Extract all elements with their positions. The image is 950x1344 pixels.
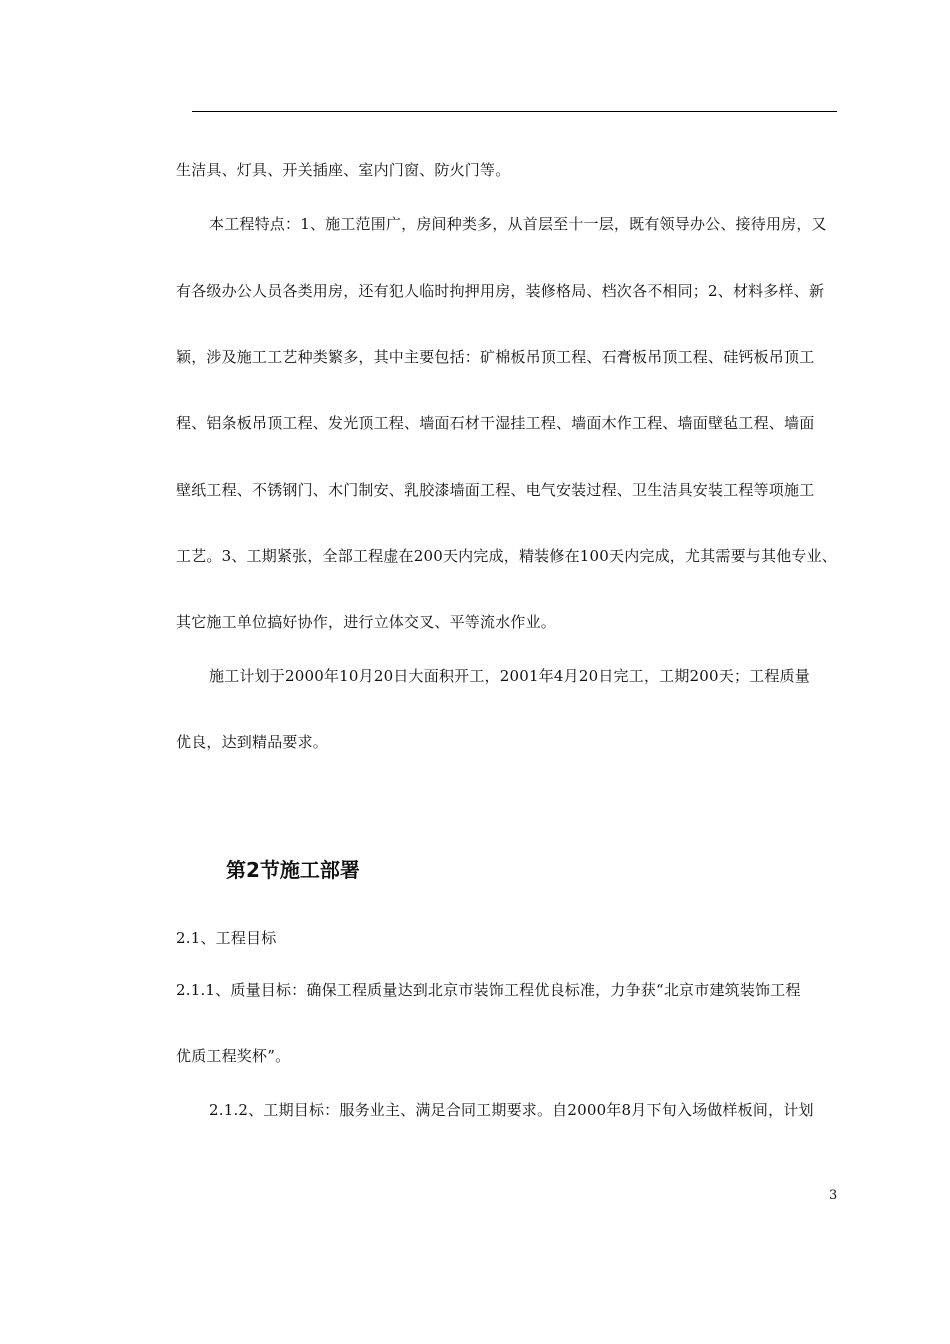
header-rule [192, 111, 837, 112]
section-heading: 第2节施工部署 [226, 858, 360, 882]
paragraph-line: 本工程特点：1、施工范围广，房间种类多，从首层至十一层，既有领导办公、接待用房，又 [209, 215, 827, 233]
paragraph-line: 生洁具、灯具、开关插座、室内门窗、防火门等。 [176, 161, 511, 179]
paragraph-line: 颖，涉及施工工艺种类繁多，其中主要包括：矿棉板吊顶工程、石膏板吊顶工程、硅钙板吊顶工 [176, 348, 815, 366]
paragraph-line: 优质工程奖杯”。 [176, 1047, 291, 1065]
subsection-title: 2.1、工程目标 [176, 929, 277, 947]
paragraph-line: 工艺。3、工期紧张，全部工程虚在200天内完成，精装修在100天内完成，尤其需要与其他专业、 [176, 547, 838, 565]
paragraph-line: 施工计划于2000年10月20日大面积开工，2001年4月20日完工，工期200天；工程质量 [209, 667, 810, 685]
page-number: 3 [829, 1188, 838, 1203]
paragraph-line: 有各级办公人员各类用房，还有犯人临时拘押用房，装修格局、档次各不相同；2、材料多样、新 [176, 282, 825, 300]
paragraph-line: 2.1.1、质量目标：确保工程质量达到北京市装饰工程优良标准，力争获“北京市建筑装饰工程 [176, 981, 801, 999]
paragraph-line: 其它施工单位搞好协作，进行立体交叉、平等流水作业。 [176, 613, 557, 631]
paragraph-line: 壁纸工程、不锈钢门、木门制安、乳胶漆墙面工程、电气安装过程、卫生洁具安装工程等项施工 [176, 481, 815, 499]
paragraph-line: 程、铝条板吊顶工程、发光顶工程、墙面石材干湿挂工程、墙面木作工程、墙面壁毡工程、墙面 [176, 414, 815, 432]
paragraph-line: 优良，达到精品要求。 [176, 733, 329, 751]
paragraph-line: 2.1.2、工期目标：服务业主、满足合同工期要求。自2000年8月下旬入场做样板间，计划 [209, 1101, 814, 1119]
